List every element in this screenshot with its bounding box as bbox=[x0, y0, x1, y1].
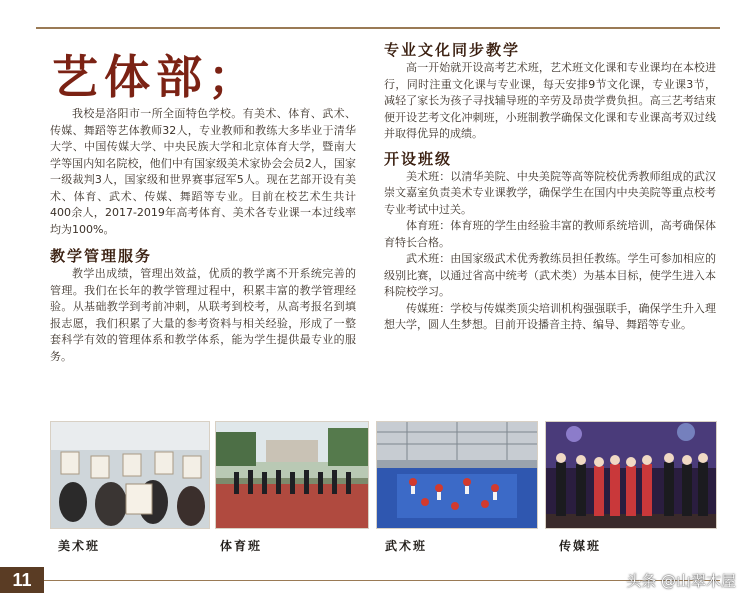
caption-sports-class: 体育班 bbox=[219, 539, 262, 553]
class-wushu-paragraph: 武术班：由国家级武术优秀教练员担任教练。学生可参加相应的级别比赛，以通过省高中统考（武术类）为基本目标，使学生进入本科院校学习。 bbox=[384, 252, 716, 298]
intro-paragraph: 我校是洛阳市一所全面特色学校。有美术、体育、武术、传媒、舞蹈等艺体教师32人，专业教师和教练大多毕业于清华大学、中国传媒大学、中央民族大学和北京体育大学，暨南大学等国内知名院校，他们中有国家级美术家协会会员2人，国家一级裁判3人，国家级和世界赛事冠军5人。现在艺部开设有美术、体育、武术、传媒、舞蹈等专业。目前在校艺术生共计400余人，2017-2019年高考体育、美术各专业课一本过线率均为100%。 bbox=[50, 107, 356, 236]
caption-media-class: 传媒班 bbox=[558, 539, 601, 553]
left-column bbox=[50, 40, 356, 365]
wushu-class-photo bbox=[376, 421, 538, 529]
caption-art-class: 美术班 bbox=[57, 539, 100, 553]
media-class-photo bbox=[545, 421, 717, 529]
section-title-classes: 开设班级 bbox=[384, 149, 453, 168]
class-media-paragraph: 传媒班：学校与传媒类顶尖培训机构强强联手，确保学生升入理想大学，圆人生梦想。目前开设播音主持、编导、舞蹈等专业。 bbox=[384, 301, 716, 331]
caption-wushu-class: 武术班 bbox=[384, 539, 427, 553]
watermark: 头条 @山翠木屋 bbox=[626, 572, 736, 590]
sync-paragraph: 高一开始就开设高考艺术班，艺术班文化课和专业课均在本校进行，同时注重文化课与专业课，每天安排9节文化课，专业课3节，减轻了家长为孩子寻找辅导班的辛劳及昂贵学费负担。高三艺考结束便开设艺考文化冲刺班，小班制教学确保文化课和专业课高考双过线并取得优异的成绩。 bbox=[384, 61, 716, 140]
management-paragraph: 教学出成绩，管理出效益，优质的教学离不开系统完善的管理。我们在长年的教学管理过程中，积累丰富的教学管理经验。从基础教学到考前冲刺，从联考到校考，从高考报名到填报志愿，我们积累了大量的参考资料与相关经验，形成了一整套科学有效的管理体系和教学体系，能为学生提供最专业的服务。 bbox=[50, 267, 356, 363]
class-art-paragraph: 美术班：以清华美院、中央美院等高等院校优秀教师组成的武汉崇文嘉室负责美术专业课教学，确保学生在国内中央美院等重点校考专业考试中过关。 bbox=[384, 169, 716, 216]
page-number: 11 bbox=[0, 567, 44, 593]
class-sports-paragraph: 体育班：体育班的学生由经验丰富的教师系统培训，高考确保体育特长合格。 bbox=[384, 219, 716, 249]
section-title-sync: 专业文化同步教学 bbox=[384, 41, 521, 59]
right-column bbox=[384, 40, 716, 334]
bottom-rule bbox=[36, 580, 720, 581]
top-rule bbox=[36, 27, 720, 29]
photo-row bbox=[50, 421, 716, 531]
art-class-photo bbox=[50, 421, 210, 529]
page-title: 艺体部； bbox=[52, 50, 260, 104]
section-title-management: 教学管理服务 bbox=[50, 247, 153, 265]
sports-class-photo bbox=[215, 421, 369, 529]
